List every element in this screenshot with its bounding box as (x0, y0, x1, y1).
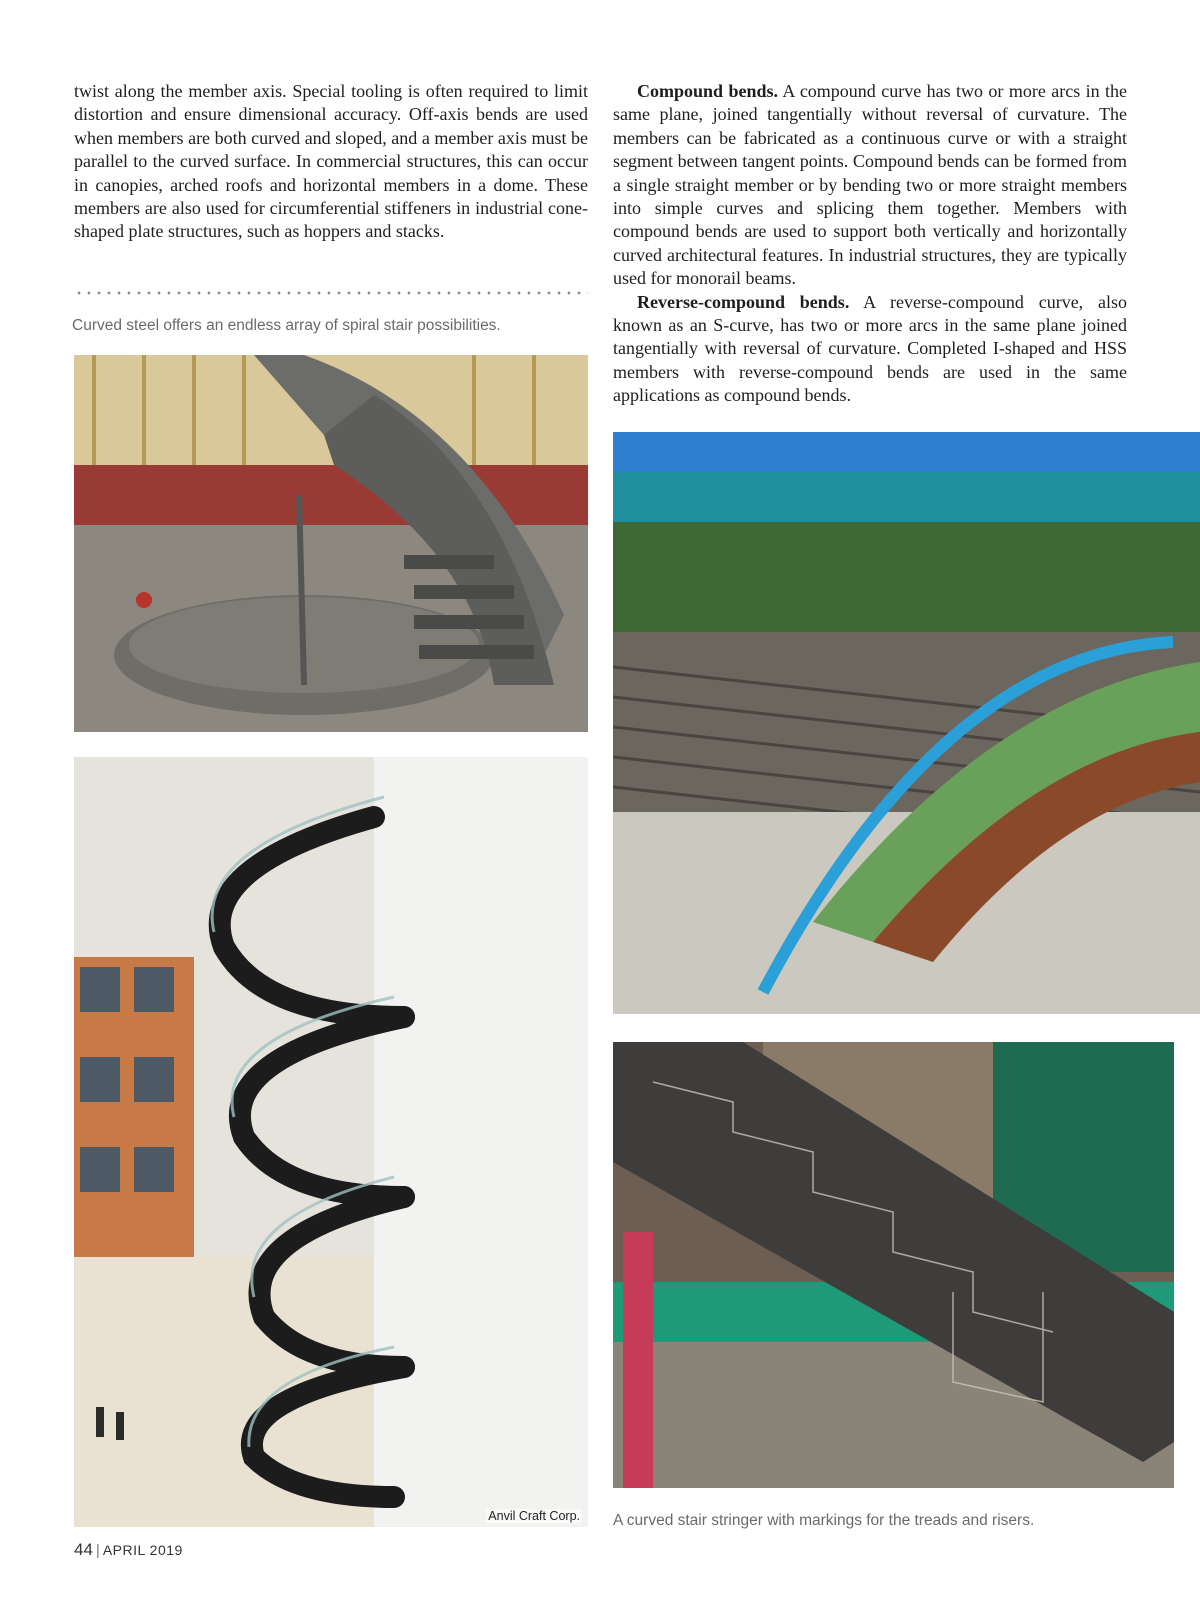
reverse-compound-heading: Reverse-compound bends. (637, 291, 850, 312)
reverse-compound-paragraph (613, 291, 1127, 408)
spiral-stair-caption: Curved steel offers an endless array of spiral stair possibilities. (72, 317, 501, 334)
shop-stair-image (74, 355, 588, 732)
dotted-divider (74, 290, 588, 296)
photo-stair-stringer (613, 1042, 1174, 1488)
footer-separator: | (95, 1542, 100, 1559)
bridge-image (613, 432, 1200, 1014)
reverse-compound-text: A reverse-compound curve, also known as an S-curve, has two or more arcs in the same plane joined tangentially with reversal of curvature. Completed I-shaped and HSS members with reverse-compound bends are used in the same applications as compound bends. (613, 291, 1127, 406)
compound-bends-paragraph (613, 80, 1127, 291)
compound-bends-text: A compound curve has two or more arcs in the same plane, joined tangentially without reversal of curvature. The members can be fabricated as a continuous curve or with a straight segment between tangent points. Compound bends can be formed from a single straight member or by bending two or more straight members into simple curves and splicing them together. Members with compound bends are used to support both vertically and horizontally curved architectural features. In industrial structures, they are typically used for monorail beams. (613, 81, 1128, 289)
body-paragraph: twist along the member axis. Special tooling is often required to limit distortion and ensure dimensional accuracy. Off-axis bends are used when members are both curved and sloped, and a member axis must be parallel to the curved surface. In commercial structures, this can occur in canopies, arched roofs and horizontal members in a dome. These members are also used for circumferential stiffeners in industrial cone-shaped plate structures, such as hoppers and stacks. (74, 81, 588, 242)
stringer-image (613, 1042, 1174, 1488)
issue-date: APRIL 2019 (102, 1542, 183, 1558)
page-footer (74, 1540, 183, 1560)
left-text-column (74, 80, 588, 244)
photo-shop-spiral-stair (74, 355, 588, 732)
page-number: 44 (74, 1540, 93, 1559)
right-text-column (613, 80, 1127, 408)
photo-curved-bridge (613, 432, 1200, 1014)
photo-atrium-spiral-stair (74, 757, 588, 1527)
stringer-caption: A curved stair stringer with markings for the treads and risers. (613, 1512, 1035, 1529)
photo-credit: Anvil Craft Corp. (488, 1509, 580, 1523)
atrium-stair-image (74, 757, 588, 1527)
compound-bends-heading: Compound bends. (637, 81, 778, 101)
